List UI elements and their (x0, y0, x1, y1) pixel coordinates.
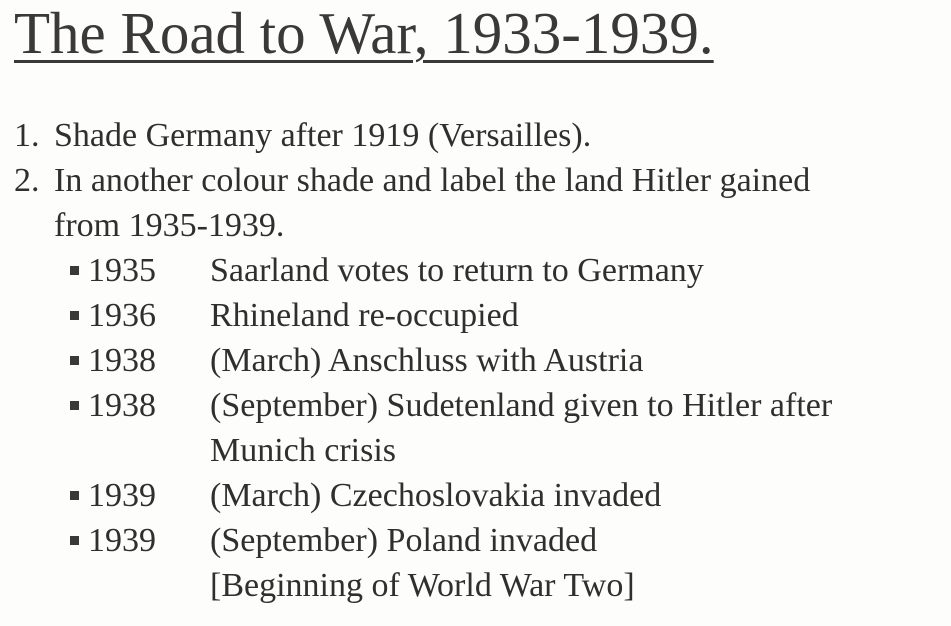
instruction-item (14, 113, 944, 158)
bullet-square-icon (70, 311, 79, 320)
instruction-text (54, 113, 944, 158)
event-description: Rhineland re-occupied (210, 297, 519, 334)
event-item (54, 383, 944, 473)
event-description: (March) Czechoslovakia invaded (210, 477, 662, 514)
instruction-line: from 1935-1939. (54, 207, 285, 244)
event-description: (September) Poland invaded (210, 522, 598, 559)
event-item (54, 248, 944, 293)
instruction-line: Shade Germany after 1919 (Versailles). (54, 117, 592, 154)
event-description-continued: [Beginning of World War Two] (210, 567, 635, 604)
bullet-square-icon (70, 356, 79, 365)
bullet-square-icon (70, 266, 79, 275)
event-item (54, 338, 944, 383)
bullet-square-icon (70, 491, 79, 500)
instruction-list (14, 113, 944, 608)
event-year: 1935 (88, 252, 156, 289)
event-year: 1938 (88, 387, 156, 424)
event-year: 1939 (88, 522, 156, 559)
event-description: (September) Sudetenland given to Hitler after (210, 387, 833, 424)
event-item (54, 293, 944, 338)
instruction-number: 2. (14, 162, 40, 199)
bullet-square-icon (70, 401, 79, 410)
event-year: 1938 (88, 342, 156, 379)
bullet-square-icon (70, 536, 79, 545)
instruction-line: In another colour shade and label the land Hitler gained (54, 162, 811, 199)
page-title: The Road to War, 1933-1939. (14, 0, 714, 66)
event-year: 1939 (88, 477, 156, 514)
event-description: (March) Anschluss with Austria (210, 342, 644, 379)
event-item (54, 473, 944, 518)
instruction-number: 1. (14, 117, 40, 154)
instruction-item (14, 158, 944, 608)
event-description-continued: Munich crisis (210, 432, 397, 469)
event-year: 1936 (88, 297, 156, 334)
event-list (54, 248, 944, 608)
instruction-text (54, 158, 944, 248)
event-item (54, 518, 944, 608)
event-description: Saarland votes to return to Germany (210, 252, 704, 289)
